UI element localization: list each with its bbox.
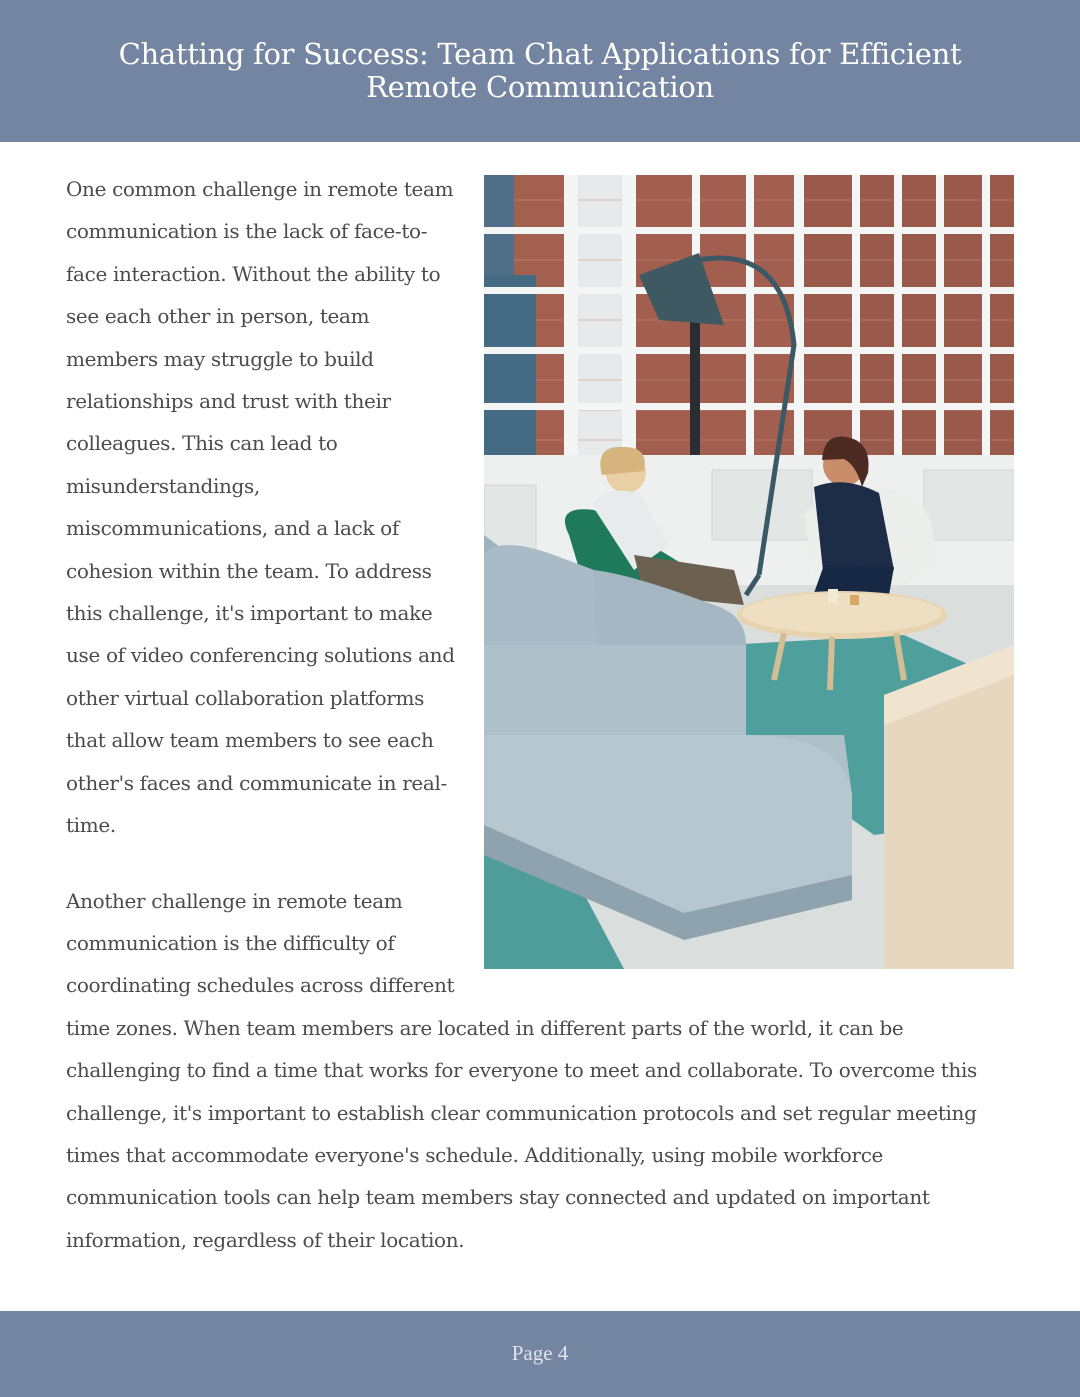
- article-body: [66, 168, 1014, 1261]
- page-title: Chatting for Success: Team Chat Applications for Efficient Remote Communication: [118, 37, 962, 104]
- page-footer: [0, 1311, 1080, 1397]
- paragraph-face-to-face: One common challenge in remote team communication is the lack of face-to-face interaction. Without the ability to see each other in person, team members may struggle to build relationships and trust with their colleagues. This can lead to misunderstandings, miscommunications, and a lack of cohesion within the team. To address this challenge, it's important to make use of video conferencing solutions and other virtual collaboration platforms that allow team members to see each other's faces and communicate in real-time.: [66, 177, 455, 838]
- office-meeting-photo: [484, 175, 1014, 969]
- paragraph-time-zones: Another challenge in remote team communication is the difficulty of coordinating schedules across different time zones. When team members are located in different parts of the world, it can be challenging to find a time that works for everyone to meet and collaborate. To overcome this challenge, it's important to establish clear communication protocols and set regular meeting times that accommodate everyone's schedule. Additionally, using mobile workforce communication tools can help team members stay connected and updated on important information, regardless of their location.: [66, 888, 977, 1252]
- photo-illustration: [484, 175, 1014, 969]
- page-number: Page 4: [511, 1341, 569, 1365]
- page-header: [0, 0, 1080, 142]
